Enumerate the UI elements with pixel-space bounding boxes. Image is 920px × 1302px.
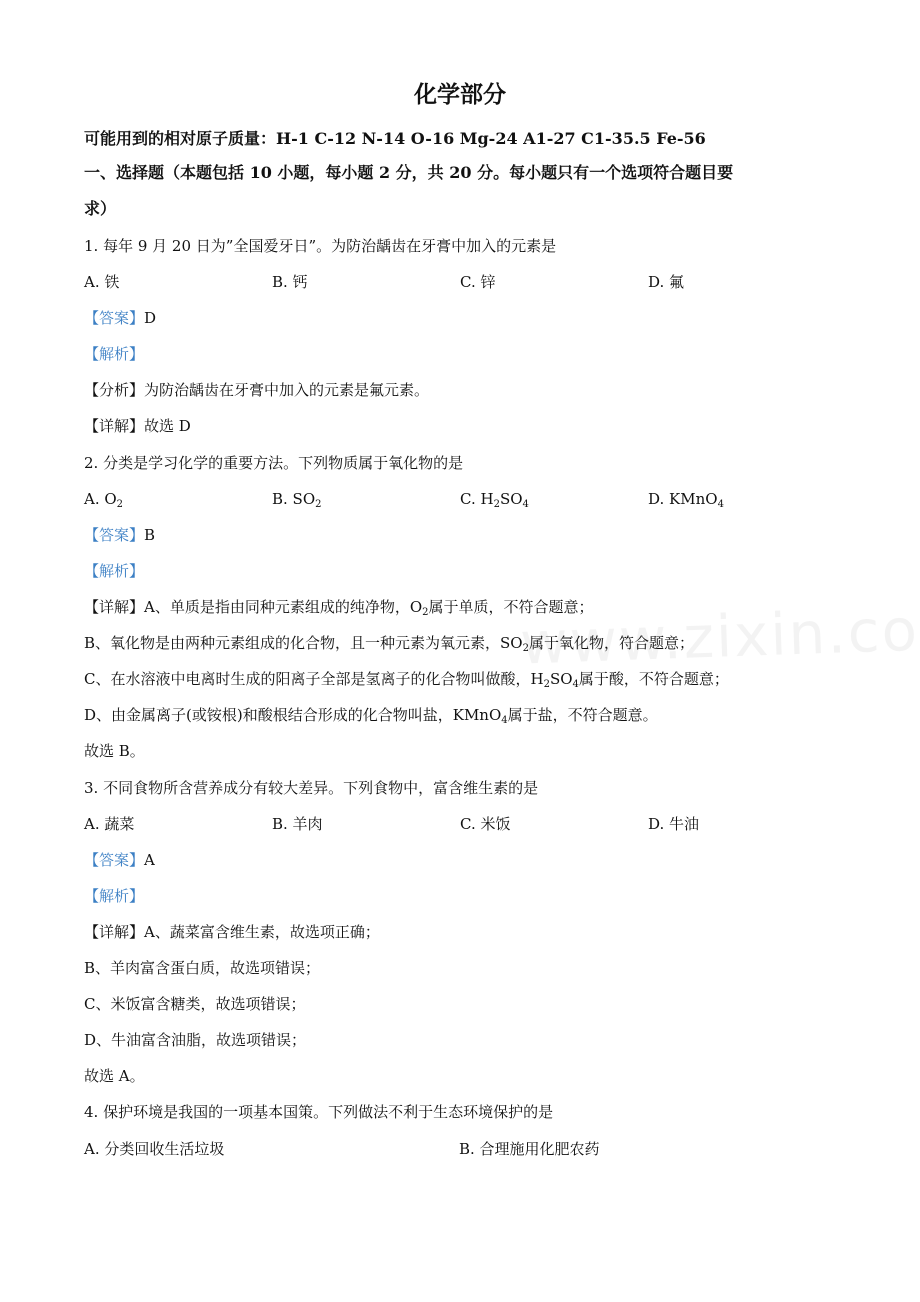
atomic-mass-line: 可能用到的相对原子质量：H-1 C-12 N-14 O-16 Mg-24 A1-27 C1-35.5 Fe-56 <box>84 129 706 148</box>
q1-option-b: B. 钙 <box>272 273 308 291</box>
detail-label: 【详解】 <box>84 417 145 435</box>
q2-option-d: D. KMnO$_4$ <box>648 490 724 510</box>
q3-detail-d: D、牛油富含油脂，故选项错误； <box>84 1031 307 1049</box>
section-heading-line2: 求） <box>84 199 117 218</box>
q2-detail-c: C、在水溶液中电离时生成的阳离子全部是氢离子的化合物叫做酸，$H_2SO_4$属于酸，不符合题意； <box>84 670 729 690</box>
answer-label: 【答案】 <box>84 309 145 327</box>
q3-option-a: A. 蔬菜 <box>84 815 135 833</box>
detail-text: 故选 D <box>144 417 191 435</box>
q2-answer <box>84 524 155 546</box>
q4-option-b: B. 合理施用化肥农药 <box>459 1140 600 1158</box>
q3-stem: 3. 不同食物所含营养成分有较大差异。下列食物中，富含维生素的是 <box>84 779 539 797</box>
q3-detail-a: 【详解】A、蔬菜富含维生素，故选项正确； <box>84 923 380 941</box>
detail-label: 【详解】 <box>84 598 145 616</box>
q1-option-c: C. 锌 <box>460 273 496 291</box>
q2-detail-d: D、由金属离子(或铵根)和酸根结合形成的化合物叫盐，KMnO$_4$属于盐，不符合题意。 <box>84 706 658 726</box>
q3-option-b: B. 羊肉 <box>272 815 323 833</box>
q2-conclusion: 故选 B。 <box>84 742 145 760</box>
q3-answer <box>84 849 155 871</box>
q1-analysis-label: 【解析】 <box>84 345 145 363</box>
q2-detail-b: B、氧化物是由两种元素组成的化合物，且一种元素为氧元素，$SO_2$属于氧化物，符合题意； <box>84 634 694 654</box>
answer-label: 【答案】 <box>84 851 145 869</box>
q3-detail-c: C、米饭富含糖类，故选项错误； <box>84 995 306 1013</box>
fenxi-text: 为防治龋齿在牙膏中加入的元素是氟元素。 <box>144 381 430 399</box>
q4-stem: 4. 保护环境是我国的一项基本国策。下列做法不利于生态环境保护的是 <box>84 1103 554 1121</box>
q2-detail-a: 【详解】A、单质是指由同种元素组成的纯净物，$O_2$属于单质，不符合题意； <box>84 598 594 618</box>
q3-option-c: C. 米饭 <box>460 815 511 833</box>
q2-option-c: C. $H_2SO_4$ <box>460 490 529 510</box>
q1-detail <box>84 415 191 437</box>
detail-label: 【详解】 <box>84 923 145 941</box>
q3-analysis-label: 【解析】 <box>84 887 145 905</box>
q2-stem: 2. 分类是学习化学的重要方法。下列物质属于氧化物的是 <box>84 454 464 472</box>
q1-option-d: D. 氟 <box>648 273 685 291</box>
q1-stem: 1. 每年 9 月 20 日为”全国爱牙日”。为防治龋齿在牙膏中加入的元素是 <box>84 237 557 255</box>
q1-answer <box>84 307 156 329</box>
answer-value: A <box>144 851 155 869</box>
answer-value: B <box>144 526 156 544</box>
q2-option-a: A. $O_2$ <box>84 490 124 510</box>
q4-option-a: A. 分类回收生活垃圾 <box>84 1140 225 1158</box>
q2-analysis-label: 【解析】 <box>84 562 145 580</box>
section-heading-line1: 一、选择题（本题包括 10 小题，每小题 2 分，共 20 分。每小题只有一个选项符合题目要 <box>84 163 734 182</box>
q1-option-a: A. 铁 <box>84 273 120 291</box>
q3-option-d: D. 牛油 <box>648 815 700 833</box>
answer-value: D <box>144 309 157 327</box>
page-title: 化学部分 <box>414 81 506 108</box>
q2-option-b: B. $SO_2$ <box>272 490 322 510</box>
q3-detail-b: B、羊肉富含蛋白质，故选项错误； <box>84 959 321 977</box>
q3-conclusion: 故选 A。 <box>84 1067 145 1085</box>
fenxi-label: 【分析】 <box>84 381 145 399</box>
q1-fenxi <box>84 379 429 401</box>
answer-label: 【答案】 <box>84 526 145 544</box>
